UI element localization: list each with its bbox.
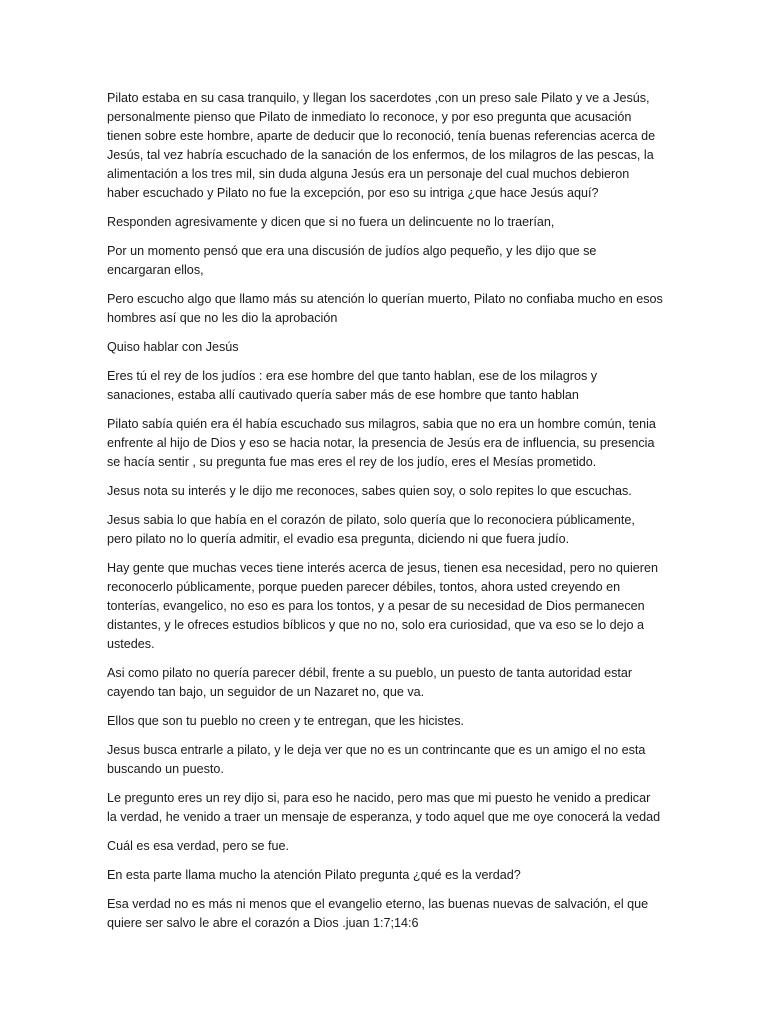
- paragraph-12: Ellos que son tu pueblo no creen y te entregan, que les hicistes.: [107, 714, 465, 728]
- paragraph-8: Jesus nota su interés y le dijo me reconoces, sabes quien soy, o solo repites lo que escuchas.: [107, 484, 632, 498]
- paragraph-16: En esta parte llama mucho la atención Pilato pregunta ¿qué es la verdad?: [107, 868, 521, 882]
- paragraph-3: Por un momento pensó que era una discusión de judíos algo pequeño, y les dijo que se encargaran ellos,: [107, 244, 597, 277]
- document-body: [107, 89, 663, 943]
- paragraph-7: Pilato sabía quién era él había escuchado sus milagros, sabia que no era un hombre común, tenia enfrente al hijo de Dios y eso se hacia notar, la presencia de Jesús era de influencia, su presencia se hacía sentir , su pregunta fue mas eres el rey de los judío, eres el Mesías prometido.: [107, 417, 656, 469]
- paragraph-4: Pero escucho algo que llamo más su atención lo querían muerto, Pilato no confiaba mucho en esos hombres así que no les dio la aprobación: [107, 292, 663, 325]
- paragraph-6: Eres tú el rey de los judíos : era ese hombre del que tanto hablan, ese de los milagros y sanaciones, estaba allí cautivado quería saber más de ese hombre que tanto hablan: [107, 369, 598, 402]
- paragraph-9: Jesus sabia lo que había en el corazón de pilato, solo quería que lo reconociera públicamente, pero pilato no lo quería admitir, el evadio esa pregunta, diciendo ni que fuera judío.: [107, 513, 635, 546]
- paragraph-13: Jesus busca entrarle a pilato, y le deja ver que no es un contrincante que es un amigo el no esta buscando un puesto.: [107, 743, 646, 776]
- paragraph-5: Quiso hablar con Jesús: [107, 340, 239, 354]
- paragraph-17: Esa verdad no es más ni menos que el evangelio eterno, las buenas nuevas de salvación, el que quiere ser salvo le abre el corazón a Dios .juan 1:7;14:6: [107, 897, 649, 930]
- paragraph-1: Pilato estaba en su casa tranquilo, y llegan los sacerdotes ,con un preso sale Pilato y ve a Jesús, personalmente pienso que Pilato de inmediato lo reconoce, y por eso pregunta que acusación tienen sobre este hombre, aparte de deducir que lo reconoció, tenía buenas referencias acerca de Jesús, tal vez habría escuchado de la sanación de los enfermos, de los milagros de las pescas, la alimentación a los tres mil, sin duda alguna Jesús era un personaje del cual muchos debieron haber escuchado y Pilato no fue la excepción, por eso su intriga ¿que hace Jesús aquí?: [107, 91, 656, 200]
- paragraph-11: Asi como pilato no quería parecer débil, frente a su pueblo, un puesto de tanta autoridad estar cayendo tan bajo, un seguidor de un Nazaret no, que va.: [107, 666, 633, 699]
- paragraph-10: Hay gente que muchas veces tiene interés acerca de jesus, tienen esa necesidad, pero no quieren reconocerlo públicamente, porque pueden parecer débiles, tontos, ahora usted creyendo en tonterías, evangelico, no eso es para los tontos, y a pesar de su necesidad de Dios permanecen distantes, y le ofreces estudios bíblicos y que no no, solo era curiosidad, que va eso se lo dejo a ustedes.: [107, 561, 658, 651]
- paragraph-2: Responden agresivamente y dicen que si no fuera un delincuente no lo traerían,: [107, 215, 555, 229]
- paragraph-15: Cuál es esa verdad, pero se fue.: [107, 839, 290, 853]
- paragraph-14: Le pregunto eres un rey dijo si, para eso he nacido, pero mas que mi puesto he venido a predicar la verdad, he venido a traer un mensaje de esperanza, y todo aquel que me oye conocerá la vedad: [107, 791, 661, 824]
